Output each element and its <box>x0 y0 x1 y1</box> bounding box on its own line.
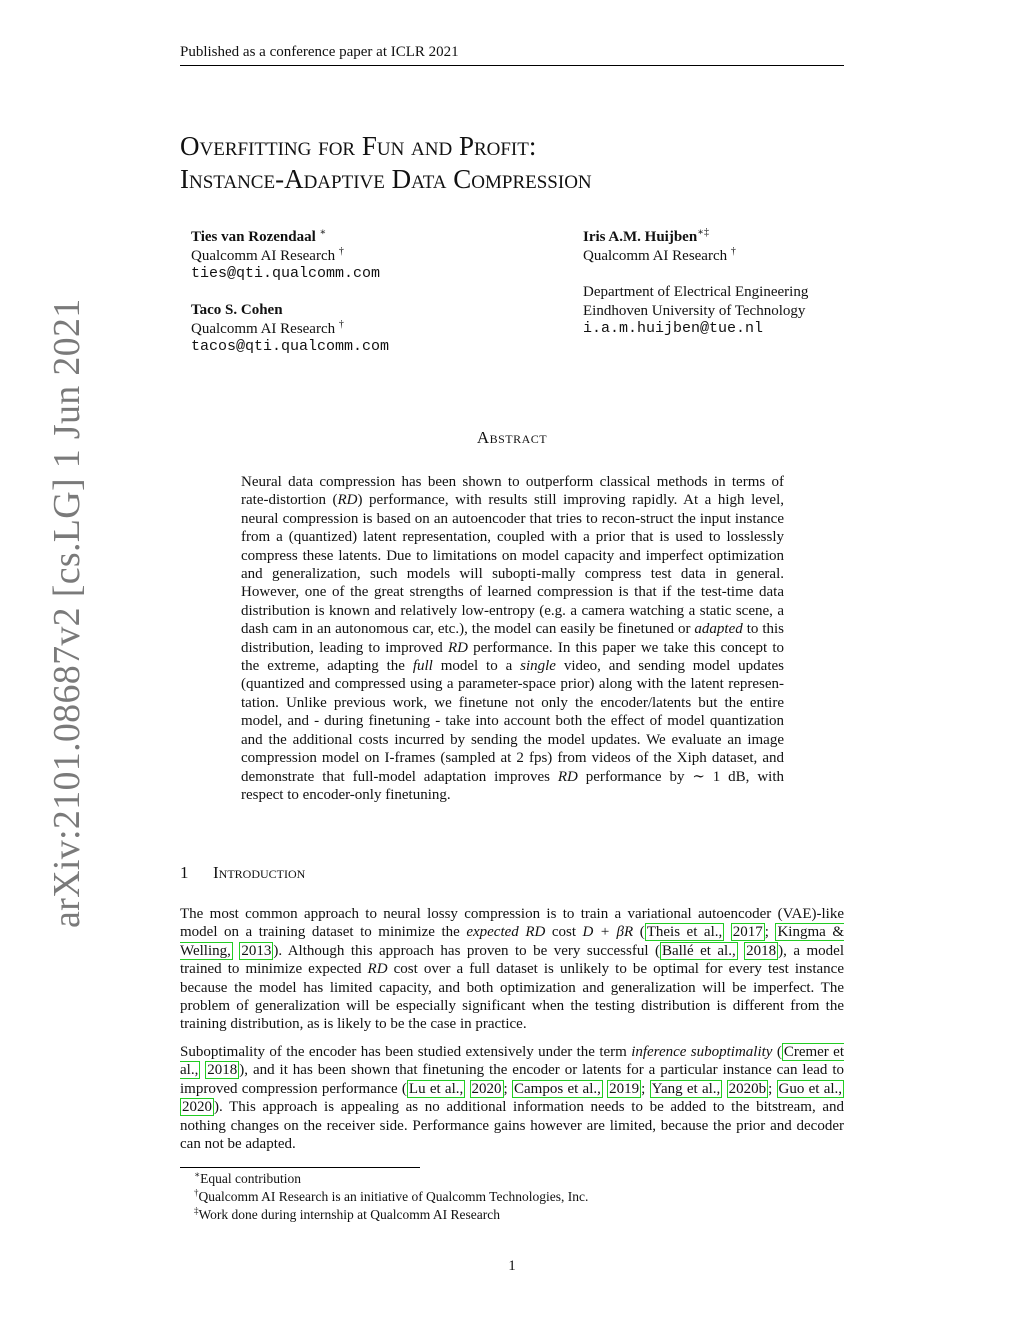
rd-symbol: RD <box>337 492 358 509</box>
arxiv-stamp: arXiv:2101.08687v2 [cs.LG] 1 Jun 2021 <box>46 298 88 928</box>
citation-link[interactable]: Cremer et al., <box>180 1044 844 1079</box>
affiliation-mark: † <box>338 318 344 330</box>
rd-symbol: RD <box>447 639 468 656</box>
citation-year-link[interactable]: 2017 <box>732 924 763 941</box>
author-department: Department of Electrical Engineering <box>583 284 809 300</box>
citation-year-link[interactable]: 2013 <box>241 942 272 959</box>
author-name: Iris A.M. Huijben <box>583 229 698 245</box>
section-title: Introduction <box>213 863 306 882</box>
author-email[interactable]: ties@qti.qualcomm.com <box>191 265 381 282</box>
footnote-3 <box>194 1206 500 1224</box>
header-rule <box>180 65 844 66</box>
author-email[interactable]: tacos@qti.qualcomm.com <box>191 338 390 355</box>
citation-link[interactable]: Kingma & Welling, <box>180 924 844 959</box>
title-line-1: Overfitting for Fun and Profit: <box>180 131 537 161</box>
citation-year-link[interactable]: 2018 <box>207 1062 238 1079</box>
author-affiliation: Qualcomm AI Research <box>191 320 336 337</box>
footnote-2 <box>194 1188 588 1206</box>
page-number: 1 <box>508 1258 516 1274</box>
footnote-text: Equal contribution <box>200 1171 301 1186</box>
footnote-mark: † <box>194 1187 199 1198</box>
rd-symbol: RD <box>557 768 578 785</box>
paper-title <box>180 130 844 196</box>
affiliation-mark: † <box>338 245 344 257</box>
abstract-body: Neural data compression has been shown to outperform classical methods in terms of rate-distortion (RD) performance, with results still improving rapidly. At a high level, neural compression is based on an autoencoder that tries to recon-struct the input instance from a (quantized) latent representation, coupled with a prior that is used to losslessly compress these latents. Due to limitations on model capacity and imperfect optimization and generalization, such models will subopti-mally compress test data in general. However, one of the great strengths of learned compression is that if the test-time data distribution is known and relatively low-entropy (e.g. a camera watching a static scene, a dash cam in an autonomous car, etc.), the model can easily be finetuned or adapted to this distribution, leading to improved RD performance. In this paper we take this concept to the extreme, adapting the full model to a single video, and sending model updates (quantized and compressed using a parameter-space prior) along with the latent represen-tation. Unlike previous work, we finetune not only the encoder/latents but the entire model, and - during finetuning - take into account both the effect of model quantization and the additional costs incurred by sending the model updates. We evaluate an image compression model on I-frames (sampled at 2 fps) from videos of the Xiph dataset, and demonstrate that full-model adaptation improves RD performance by ∼ 1 dB, with respect to encoder-only finetuning. <box>241 474 784 803</box>
footnote-mark: ∗ <box>194 1169 201 1180</box>
citation-year-link[interactable]: 2018 <box>746 942 777 959</box>
author-university: Eindhoven University of Technology <box>583 302 806 319</box>
author-name: Ties van Rozendaal <box>191 229 316 245</box>
citation-link[interactable]: Campos et al., <box>514 1080 601 1097</box>
rd-formula: D + βR <box>582 924 634 941</box>
footnote-1 <box>194 1170 301 1188</box>
author-block-2 <box>191 301 389 357</box>
citation-year-link[interactable]: 2020 <box>471 1080 502 1097</box>
author-affiliation: Qualcomm AI Research <box>191 247 336 264</box>
citation-link[interactable]: Ballé et al., <box>661 942 736 959</box>
author-mark: ∗ <box>319 227 327 238</box>
citation-year-link[interactable]: 2019 <box>609 1080 640 1097</box>
section-number: 1 <box>180 863 189 882</box>
intro-paragraph-1: The most common approach to neural lossy compression is to train a variational autoencoder (VAE)-like model on a training dataset to minimize the expected RD cost D + βR ( Theis et al., 2017 ; Kingma & Welling, 2013 ). Although this approach has proven to be very successful ( Ballé et al., 2018 ), a model trained to minimize expected RD cost over a full dataset is unlikely to be optimal for every test instance because the model has limited capacity, and both optimization and generalization will be imperfect. The problem of generalization will be especially significant when the testing distribution is different from the training distribution, as is likely to be the case in practice. <box>180 906 844 1033</box>
citation-link[interactable]: Lu et al., <box>408 1080 464 1097</box>
citation-year-link[interactable]: 2020 <box>182 1099 212 1116</box>
affiliation-mark: † <box>730 245 736 257</box>
author-email[interactable]: i.a.m.huijben@tue.nl <box>583 320 764 337</box>
citation-year-link[interactable]: 2020b <box>728 1080 767 1097</box>
intro-paragraph-2: Suboptimality of the encoder has been studied extensively under the term inference suboptimality ( Cremer et al., 2018 ), and it has been shown that finetuning the encoder or latents for a particular instance can lead to improved compression performance ( Lu et al., 2020 ; Campos et al., 2019 ; Yang et al., 2020b ; Guo et al., 2020 ). This approach is appealing as no additional information needs to be added to the bitstream, and nothing changes on the receiver side. Performance gains however are limited, because the prior and decoder can not be adapted. <box>180 1044 844 1153</box>
citation-link[interactable]: Theis et al., <box>646 924 723 941</box>
author-mark: ∗‡ <box>697 227 709 238</box>
author-block-1 <box>191 228 380 284</box>
footnote-text: Work done during internship at Qualcomm AI Research <box>198 1207 500 1222</box>
footnote-rule <box>180 1167 420 1168</box>
running-header: Published as a conference paper at ICLR 2021 <box>180 44 459 60</box>
section-heading-introduction <box>180 863 305 883</box>
citation-link[interactable]: Yang et al., <box>651 1080 721 1097</box>
title-line-2: Instance-Adaptive Data Compression <box>180 164 592 194</box>
abstract-heading: Abstract <box>476 428 548 447</box>
citation-link[interactable]: Guo et al., <box>778 1080 843 1097</box>
footnote-text: Qualcomm AI Research is an initiative of Qualcomm Technologies, Inc. <box>198 1189 589 1204</box>
author-affiliation: Qualcomm AI Research <box>583 247 728 264</box>
author-block-3 <box>583 228 808 339</box>
author-name: Taco S. Cohen <box>191 302 283 318</box>
footnote-mark: ‡ <box>194 1205 199 1216</box>
